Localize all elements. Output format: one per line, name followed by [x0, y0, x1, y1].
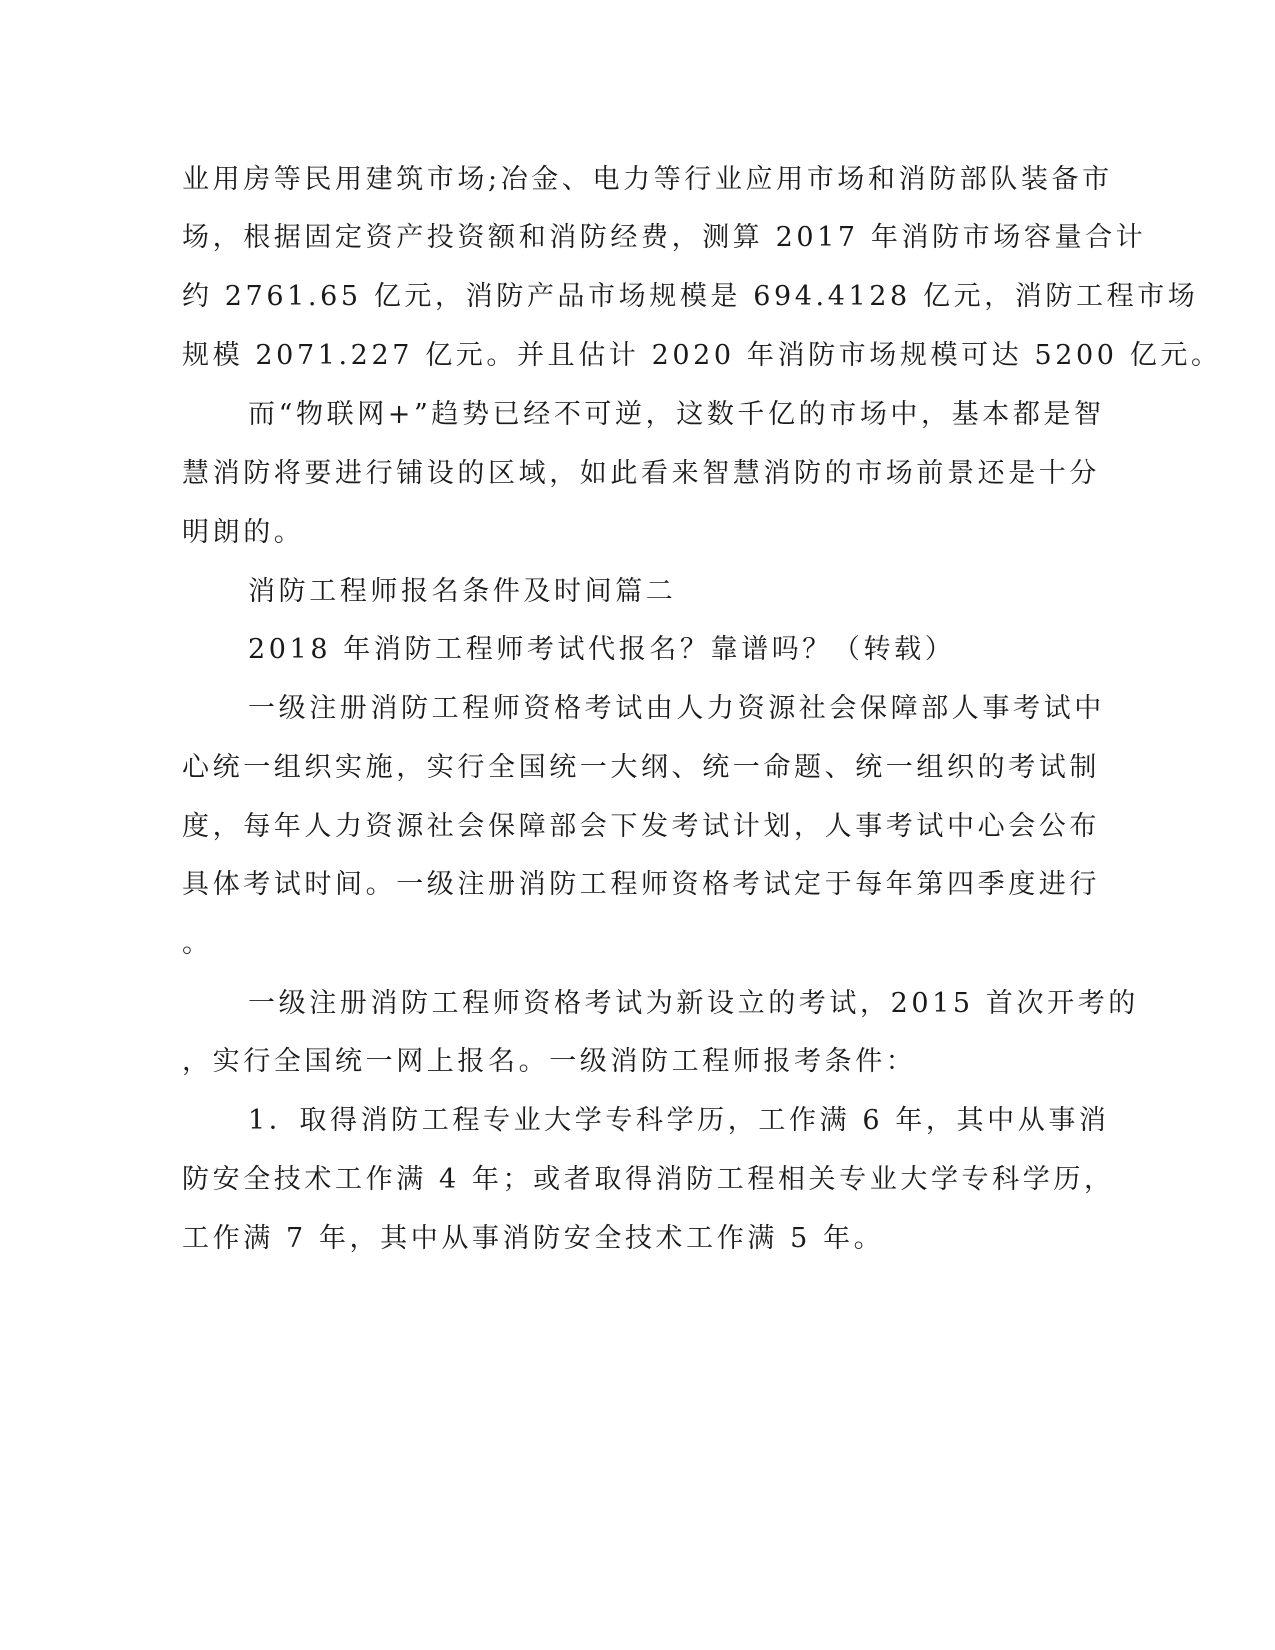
text-line: 业用房等民用建筑市场;冶金、电力等行业应用市场和消防部队装备市	[182, 164, 1113, 195]
text-line: 约 2761.65 亿元，消防产品市场规模是 694.4128 亿元，消防工程市场	[182, 281, 1199, 312]
text-line: 度，每年人力资源社会保障部会下发考试计划，人事考试中心会公布	[182, 811, 1100, 842]
text-line: 。	[182, 928, 213, 959]
article-title: 2018 年消防工程师考试代报名？靠谱吗？（转载）	[248, 634, 956, 665]
text-line: 一级注册消防工程师资格考试为新设立的考试，2015 首次开考的	[248, 988, 1139, 1019]
text-line: 规模 2071.227 亿元。并且估计 2020 年消防市场规模可达 5200 亿元。	[182, 340, 1222, 371]
text-line: 一级注册消防工程师资格考试由人力资源社会保障部人事考试中	[248, 693, 1105, 724]
text-line: 场，根据固定资产投资额和消防经费，测算 2017 年消防市场容量合计	[182, 222, 1147, 253]
text-line: 心统一组织实施，实行全国统一大纲、统一命题、统一组织的考试制	[182, 752, 1100, 783]
text-line: 工作满 7 年，其中从事消防安全技术工作满 5 年。	[182, 1223, 885, 1254]
text-line: 明朗的。	[182, 517, 305, 548]
text-line: 具体考试时间。一级注册消防工程师资格考试定于每年第四季度进行	[182, 869, 1100, 900]
text-line: 慧消防将要进行铺设的区域，如此看来智慧消防的市场前景还是十分	[182, 458, 1100, 489]
list-item: 1．取得消防工程专业大学专科学历，工作满 6 年，其中从事消	[248, 1105, 1110, 1136]
text-line: 而“物联网+”趋势已经不可逆，这数千亿的市场中，基本都是智	[248, 399, 1105, 430]
text-line: ，实行全国统一网上报名。一级消防工程师报考条件：	[182, 1046, 917, 1077]
text-line: 防安全技术工作满 4 年；或者取得消防工程相关专业大学专科学历，	[182, 1164, 1115, 1195]
section-heading: 消防工程师报名条件及时间篇二	[248, 576, 677, 607]
